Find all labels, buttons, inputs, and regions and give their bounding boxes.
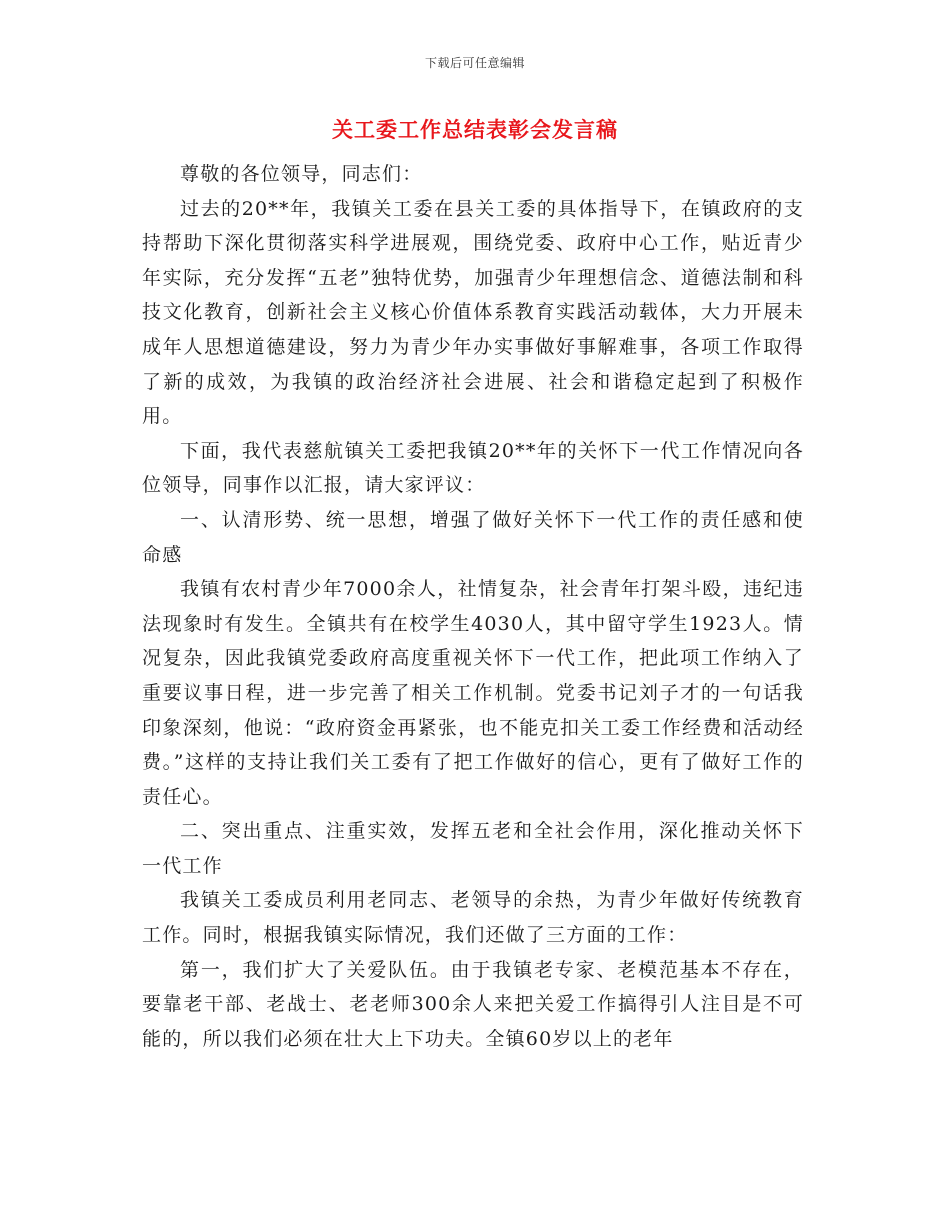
section-heading: 一、认清形势、统一思想，增强了做好关怀下一代工作的责任感和使命感 [142, 508, 804, 566]
document-body [142, 157, 804, 1056]
salutation-paragraph: 尊敬的各位领导，同志们： [180, 163, 423, 185]
body-paragraph: 下面，我代表慈航镇关工委把我镇20**年的关怀下一代工作情况向各位领导，同事作以汇报，请大家评议： [142, 439, 804, 497]
section-heading: 二、突出重点、注重实效，发挥五老和全社会作用，深化推动关怀下一代工作 [142, 820, 804, 877]
body-paragraph: 第一，我们扩大了关爱队伍。由于我镇老专家、老模范基本不存在，要靠老干部、老战士、老老师300余人来把关爱工作搞得引人注目是不可能的，所以我们必须在壮大上下功夫。全镇60岁以上的老年 [142, 958, 804, 1050]
body-paragraph: 过去的20**年，我镇关工委在县关工委的具体指导下，在镇政府的支持帮助下深化贯彻落实科学进展观，围绕党委、政府中心工作，贴近青少年实际，充分发挥“五老”独特优势，加强青少年理想信念、道德法制和科技文化教育，创新社会主义核心价值体系教育实践活动载体，大力开展未成年人思想道德建设，努力为青少年办实事做好事解难事，各项工作取得了新的成效，为我镇的政治经济社会进展、社会和谐稳定起到了积极作用。 [142, 197, 804, 428]
document-title: 关工委工作总结表彰会发言稿 [332, 117, 618, 142]
body-paragraph: 我镇关工委成员利用老同志、老领导的余热，为青少年做好传统教育工作。同时，根据我镇实际情况，我们还做了三方面的工作： [142, 889, 804, 947]
body-paragraph: 我镇有农村青少年7000余人，社情复杂，社会青年打架斗殴，违纪违法现象时有发生。全镇共有在校学生4030人，其中留守学生1923人。情况复杂，因此我镇党委政府高度重视关怀下一代工作，把此项工作纳入了重要议事日程，进一步完善了相关工作机制。党委书记刘子才的一句话我印象深刻，他说：“政府资金再紧张，也不能克扣关工委工作经费和活动经费。”这样的支持让我们关工委有了把工作做好的信心，更有了做好工作的责任心。 [142, 578, 804, 808]
page-header-note: 下载后可任意编辑 [424, 56, 525, 70]
